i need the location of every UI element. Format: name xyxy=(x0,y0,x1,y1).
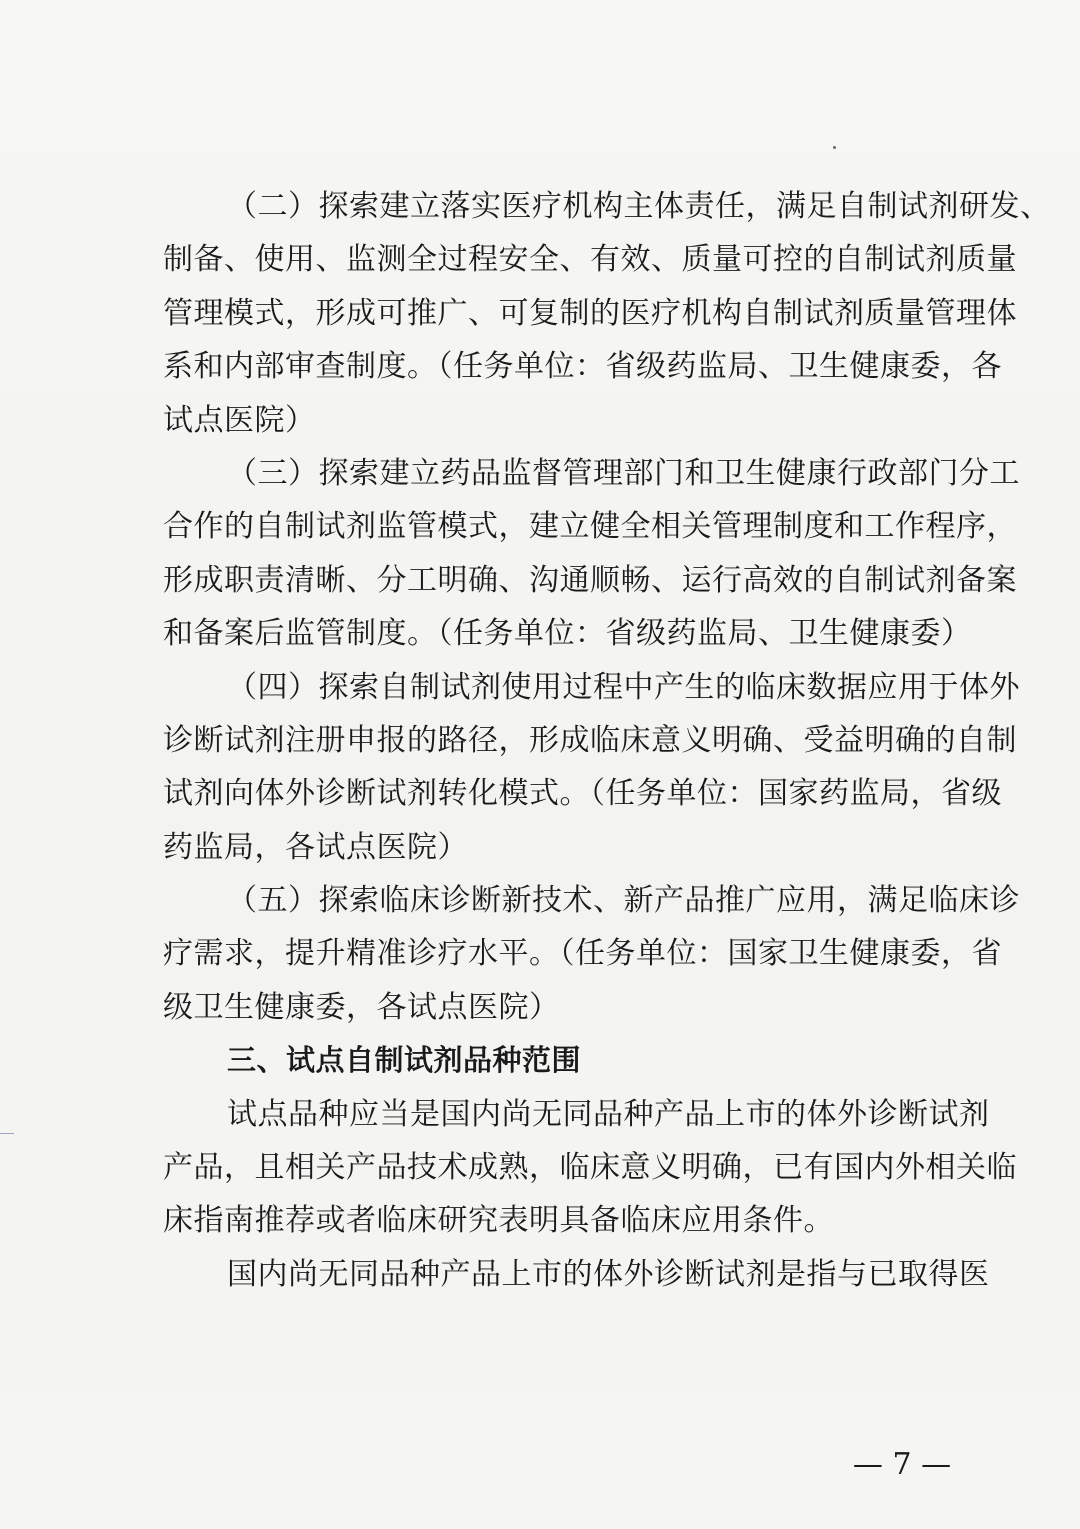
scan-edge-mark xyxy=(0,1133,14,1134)
paragraph-line: （四）探索自制试剂使用过程中产生的临床数据应用于体外 xyxy=(227,669,1020,705)
paragraph-line: 制备、使用、监测全过程安全、有效、质量可控的自制试剂质量 xyxy=(163,242,1017,278)
document-body xyxy=(163,180,1051,1301)
section-heading: 三、试点自制试剂品种范围 xyxy=(227,1043,582,1078)
paragraph-line: 试点医院） xyxy=(163,402,316,438)
page-number: — 7 — xyxy=(852,1447,952,1482)
paragraph-line: 和备案后监管制度。（任务单位：省级药监局、卫生健康委） xyxy=(163,616,972,652)
paragraph-line: 药监局，各试点医院） xyxy=(163,829,468,865)
paragraph-line: 合作的自制试剂监管模式，建立健全相关管理制度和工作程序， xyxy=(163,509,1017,545)
paragraph-line: 形成职责清晰、分工明确、沟通顺畅、运行高效的自制试剂备案 xyxy=(163,562,1017,598)
paragraph-line: （三）探索建立药品监督管理部门和卫生健康行政部门分工 xyxy=(227,455,1020,491)
paragraph-line: 产品，且相关产品技术成熟，临床意义明确，已有国内外相关临 xyxy=(163,1150,1017,1186)
paragraph-line: 国内尚无同品种产品上市的体外诊断试剂是指与已取得医 xyxy=(227,1256,990,1292)
paragraph-line: （二）探索建立落实医疗机构主体责任，满足自制试剂研发、 xyxy=(227,189,1051,224)
paragraph-line: （五）探索临床诊断新技术、新产品推广应用，满足临床诊 xyxy=(227,883,1020,919)
paragraph-line: 诊断试剂注册申报的路径，形成临床意义明确、受益明确的自制 xyxy=(163,722,1017,758)
paragraph-line: 级卫生健康委，各试点医院） xyxy=(163,989,560,1025)
paragraph-line: 系和内部审查制度。（任务单位：省级药监局、卫生健康委，各 xyxy=(163,349,1002,385)
paragraph-line: 管理模式，形成可推广、可复制的医疗机构自制试剂质量管理体 xyxy=(163,295,1017,331)
paragraph-line: 试点品种应当是国内尚无同品种产品上市的体外诊断试剂 xyxy=(227,1096,990,1132)
scan-speck xyxy=(833,146,836,149)
paragraph-line: 试剂向体外诊断试剂转化模式。（任务单位：国家药监局，省级 xyxy=(163,776,1002,812)
paragraph-line: 疗需求，提升精准诊疗水平。（任务单位：国家卫生健康委，省 xyxy=(163,936,1002,972)
paragraph-line: 床指南推荐或者临床研究表明具备临床应用条件。 xyxy=(163,1203,834,1239)
